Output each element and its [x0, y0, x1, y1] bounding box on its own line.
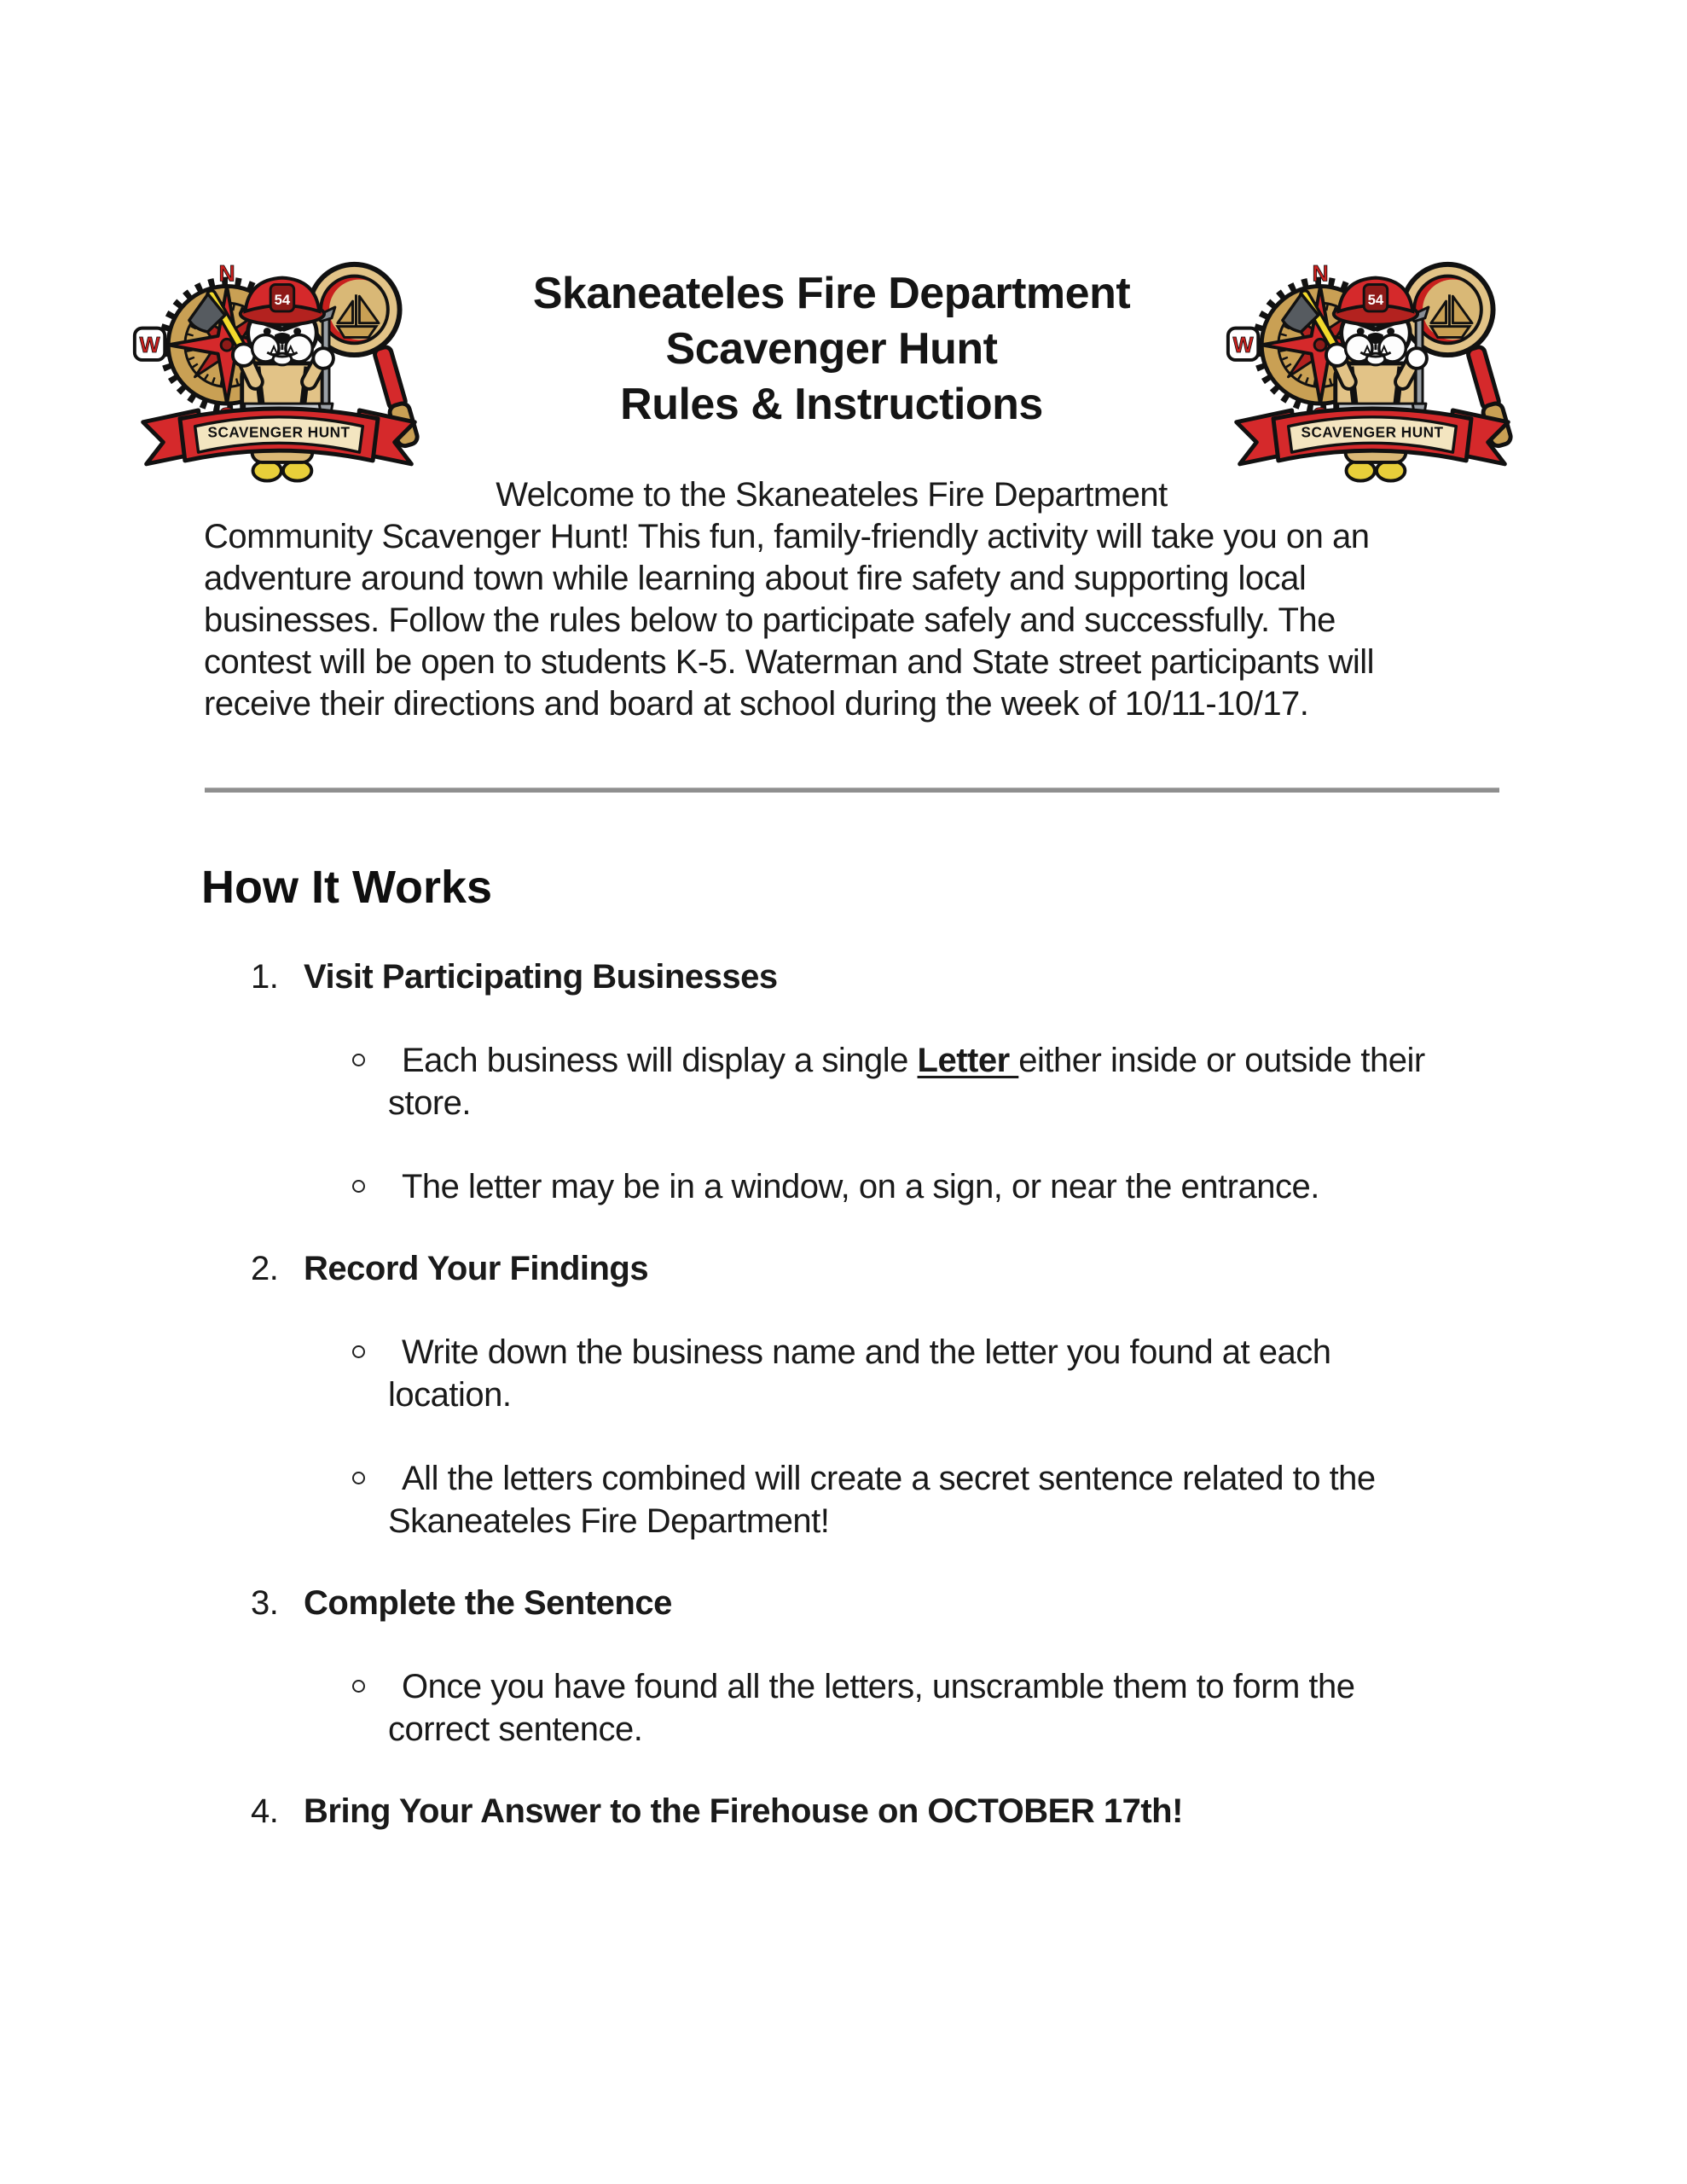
intro-line: Welcome to the Skaneateles Fire Department	[496, 476, 1168, 514]
title-line-3: Rules & Instructions	[620, 380, 1043, 429]
intro-line: adventure around town while learning about fire safety and supporting local	[204, 560, 1307, 597]
list-item-number: 3.	[251, 1584, 279, 1622]
list-sub-bullet	[0, 1165, 1687, 1208]
bullet-line: Skaneateles Fire Department!	[388, 1502, 830, 1540]
bullet-line: store.	[388, 1084, 472, 1122]
title-line-2: Scavenger Hunt	[665, 324, 998, 374]
list-sub-bullet	[0, 1331, 1687, 1416]
bullet-line	[0, 1039, 1687, 1082]
list-item-title	[0, 1790, 1687, 1833]
bullet-circle-icon	[352, 1054, 365, 1066]
scavenger-hunt-logo-left	[128, 232, 430, 485]
list-item-title	[0, 956, 1687, 998]
scavenger-hunt-logo-right	[1221, 232, 1523, 485]
list-item-label: Visit Participating Businesses	[304, 958, 778, 996]
list-item-title	[0, 1582, 1687, 1624]
list-item-number: 2.	[251, 1250, 279, 1287]
bullet-line: The letter may be in a window, on a sign, or near the entrance.	[402, 1168, 1319, 1205]
intro-paragraph	[204, 516, 1687, 725]
section-heading: How It Works	[201, 862, 493, 913]
list-sub-bullet	[0, 1039, 1687, 1124]
bullet-text: either inside or outside their	[1018, 1042, 1425, 1079]
bullet-text-emphasis: Letter	[917, 1042, 1019, 1079]
bullet-line: location.	[388, 1376, 512, 1414]
bullet-circle-icon	[352, 1472, 365, 1484]
document-title	[409, 266, 1254, 433]
intro-line: contest will be open to students K-5. Waterman and State street participants will	[204, 643, 1375, 681]
list-sub-bullet	[0, 1457, 1687, 1542]
bullet-line: correct sentence.	[388, 1711, 643, 1748]
list-item-label: Record Your Findings	[304, 1250, 649, 1287]
list-item-number: 1.	[251, 958, 279, 996]
list-sub-bullet	[0, 1665, 1687, 1751]
bullet-line: All the letters combined will create a secret sentence related to the	[402, 1460, 1376, 1497]
intro-line: Community Scavenger Hunt! This fun, family-friendly activity will take you on an	[204, 518, 1370, 555]
list-item-title	[0, 1247, 1687, 1290]
intro-line: businesses. Follow the rules below to participate safely and successfully. The	[204, 601, 1336, 639]
bullet-line: Once you have found all the letters, unscramble them to form the	[402, 1668, 1355, 1705]
intro-line: receive their directions and board at school during the week of 10/11-10/17.	[204, 685, 1309, 723]
bullet-circle-icon	[352, 1345, 365, 1358]
bullet-text: Each business will display a single	[402, 1042, 918, 1079]
bullet-circle-icon	[352, 1680, 365, 1693]
list-item-label: Bring Your Answer to the Firehouse on OCTOBER 17th!	[304, 1792, 1183, 1830]
title-line-1: Skaneateles Fire Department	[532, 269, 1131, 318]
horizontal-divider	[205, 787, 1499, 793]
bullet-circle-icon	[352, 1180, 365, 1193]
list-item-label: Complete the Sentence	[304, 1584, 672, 1622]
bullet-line: Write down the business name and the letter you found at each	[402, 1333, 1331, 1371]
list-item-number: 4.	[251, 1792, 279, 1830]
